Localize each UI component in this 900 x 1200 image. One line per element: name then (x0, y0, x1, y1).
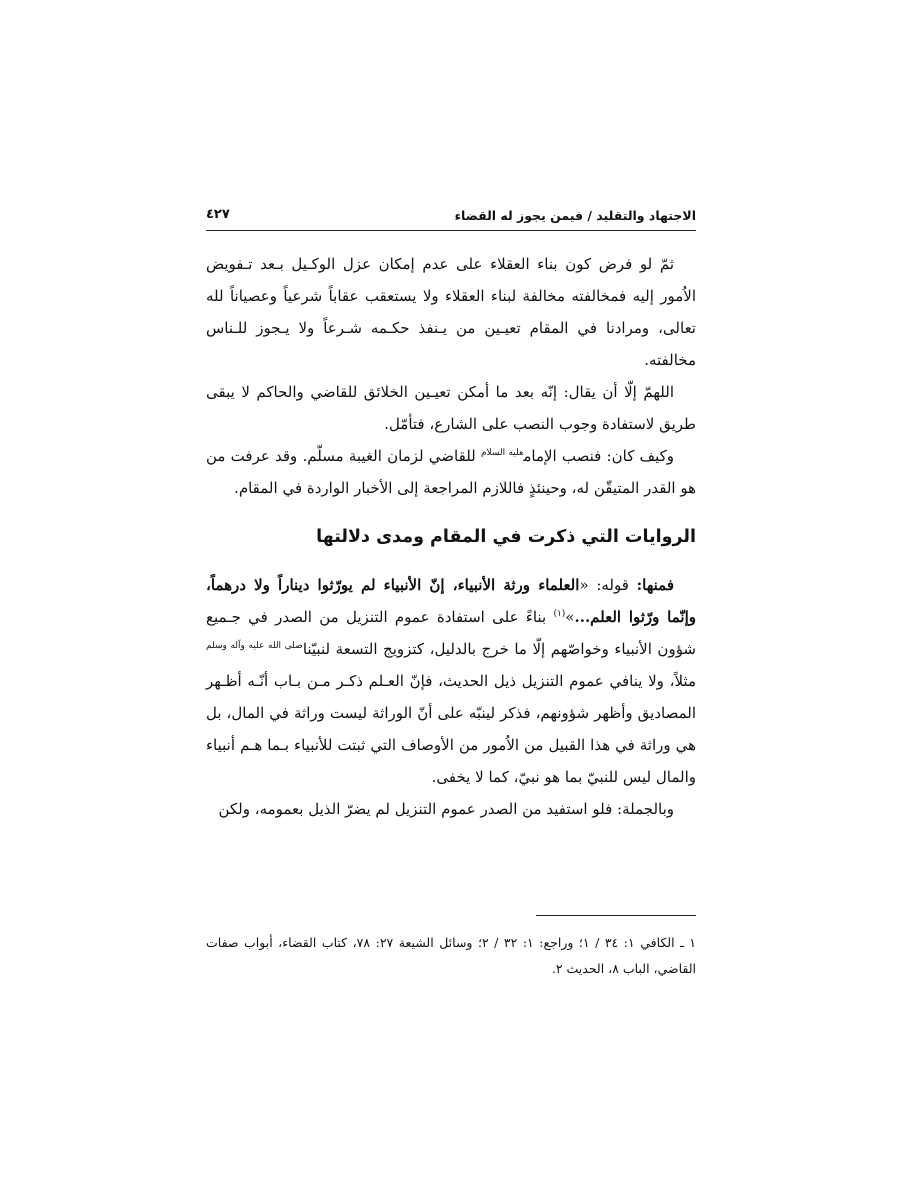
header-title: الاجتهاد والتقليد / فيمن يجوز له القضاء (454, 208, 696, 223)
footnote (206, 930, 696, 982)
paragraph-text: » (565, 608, 575, 626)
paragraph: وبالجملة: فلو استفيد من الصدر عموم التنزيل لم يضرّ الذيل بعمومه، ولكن (218, 800, 674, 818)
footnote-rule (536, 915, 696, 916)
paragraph (206, 440, 696, 504)
paragraph-text: قوله: « (579, 576, 637, 594)
paragraph-text: بناءً على استفادة عموم التنزيل من الصدر في جـميع شؤون الأنبياء وخواصّهم إلّا ما خرج بالدليل، كتزويج التسعة لنبيّنا (206, 608, 697, 658)
running-header (206, 204, 696, 230)
honorific-ligature: عليه السلام (480, 448, 524, 458)
main-text (206, 248, 696, 825)
book-page (206, 0, 696, 1200)
hadith-quote: العلماء ورثة الأنبياء، إنّ الأنبياء لم يورّثوا ديناراً ولا درهماً، وإنّما ورّثوا العلم... (206, 576, 696, 626)
footnote-reference[interactable]: (١) (553, 609, 566, 619)
paragraph-text: وكيف كان: فنصب الإمام (523, 447, 674, 465)
paragraph: ثمّ لو فرض كون بناء العقلاء على عدم إمكان عزل الوكـيل بـعد تـفويض الاُمور إليه فمخالفته مخالفة لبناء العقلاء ولا يستعقب عقاباً شرعياً وعصياناً لله تعالى، ومرادنا في المقام تعيـين من يـنفذ حكـمه شـرعاً ولا يـجوز للـناس مخالفته. (206, 255, 696, 369)
paragraph-text: مثلاً، ولا ينافي عموم التنزيل ذيل الحديث، فإنّ العـلم ذكـر مـن بـاب أنّـه أظـهر المصاديق وأظهر شؤونهم، فذكر لينبّه على أنّ الوراثة ليست وراثة في المال، بل هي وراثة في هذا القبيل من الاُمور من الأوصاف التي ثبتت للأنبياء بـما هـم أنبياء والمال ليس للنبيّ بما هو نبيّ، كما لا يخفى. (206, 672, 696, 786)
honorific-ligature: صلى الله عليه وآله وسلم (206, 641, 303, 651)
page-number: ٤٢٧ (206, 207, 230, 222)
section-heading: الروايات التي ذكرت في المقام ومدى دلالتها (316, 527, 696, 547)
header-rule (206, 230, 696, 231)
paragraph-lead: فمنها: (636, 576, 674, 594)
footnote-text: ١ ـ الكافي ١: ٣٤ / ١؛ وراجع: ١: ٣٢ / ٢؛ وسائل الشيعة ٢٧: ٧٨، كتاب القضاء، أبواب صفات القاضي، الباب ٨، الحديث ٢. (206, 935, 696, 976)
paragraph: اللهمّ إلّا أن يقال: إنّه بعد ما أمكن تعيـين الخلائق للقاضي والحاكم لا يبقى طريق لاستفادة وجوب النصب على الشارع، فتأمّل. (206, 383, 696, 433)
paragraph (206, 569, 696, 793)
paragraph-text: للقاضي لزمان الغيبة مسلّم. وقد عرفت من هو القدر المتيقّن له، وحينئذٍ فاللازم المراجعة إلى الأخبار الواردة في المقام. (206, 447, 696, 497)
